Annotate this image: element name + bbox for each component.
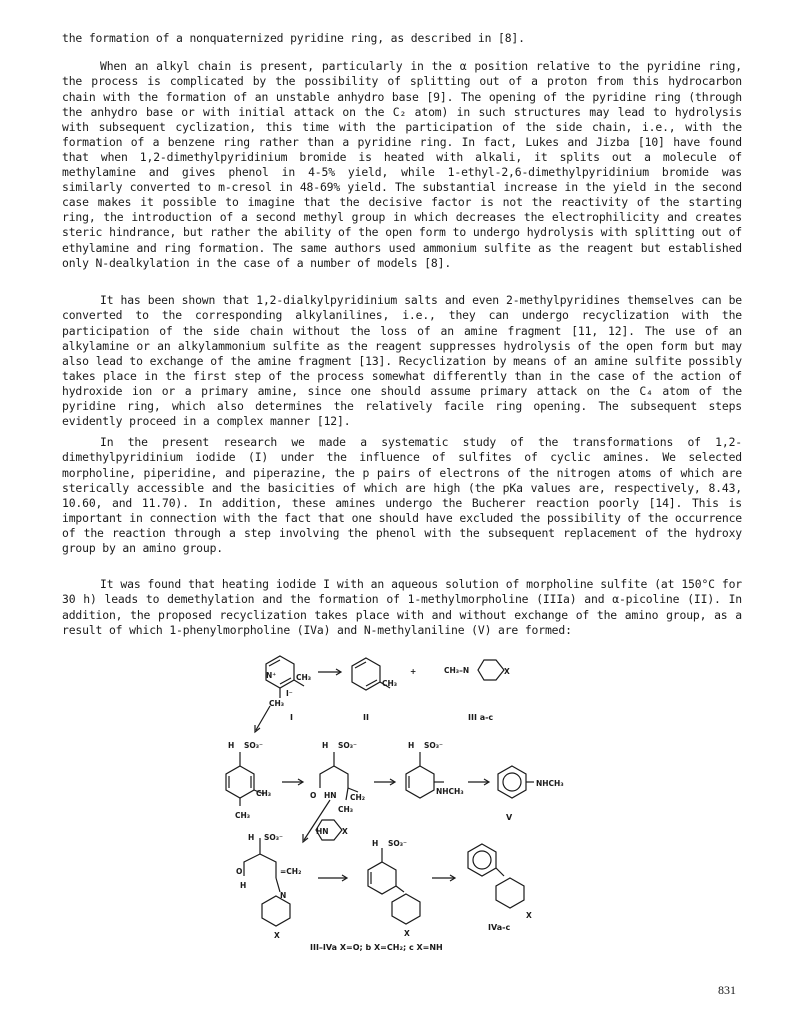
- paragraph-morpholine-sulfite: It was found that heating iodide I with an aqueous solution of morpholine sulfite (at 150°C for 30 h) leads to demethylation and the formation of 1-methylmorpholine (IIIa) and α-picoline (II). In addition, the proposed recyclization takes place with and without exchange of the amino group, as a result of which 1-phenylmorpholine (IVa) and N-methylaniline (V) are formed:: [62, 577, 742, 637]
- int4-ch2-label: =CH₂: [280, 867, 302, 876]
- compound-label-v: V: [506, 813, 513, 822]
- compound-ii-ch3-label: CH₃: [382, 679, 398, 688]
- page-number: 831: [718, 983, 736, 997]
- paragraph-continuation: the formation of a nonquaternized pyridine ring, as described in [8].: [62, 31, 525, 46]
- int5-h-label: H: [372, 839, 379, 848]
- compound-iii-structure: [478, 660, 504, 680]
- int2-o-label: O: [310, 791, 317, 800]
- int4-o-label: O: [236, 867, 243, 876]
- compound-iv-structure: [468, 844, 524, 908]
- int2-h-label: H: [322, 741, 329, 750]
- paragraph-anhydro-base: When an alkyl chain is present, particularly in the α position relative to the pyridine ring, the process is complicated by the possibility of splitting out of a proton from this hydrocarbon chain with the formation of an unstable anhydro base [9]. The opening of the pyridine ring (through the anhydro base or with initial attack on the C₂ atom) in such structures may lead to hydrolysis with subsequent cyclization, this time with the participation of the side chain, i.e., with the formation of a benzene ring rather than a pyridine ring. In fact, Lukes and Jizba [10] have found that when 1,2-dimethylpyridinium bromide is heated with alkali, it splits out a molecule of methylamine and gives phenol in 4-5% yield, while 1-ethyl-2,6-dimethylpyridinium bromide was similarly converted to m-cresol in 48-69% yield. The substantial increase in the yield in the second case makes it possible to imagine that the decisive factor is not the reactivity of the starting ring, the introduction of a second methyl group in which decreases the electrophilicity and creates steric hindrance, but rather the ability of the open form to undergo hydrolysis with splitting out of ethylamine and ring formation. The same authors used ammonium sulfite as the reagent but established only N-dealkylation in the case of a number of models [8].: [62, 59, 742, 270]
- int2-so3-label: SO₃⁻: [338, 741, 358, 750]
- intermediate-5-structure: [368, 848, 420, 924]
- int1-so3-label: SO₃⁻: [244, 741, 264, 750]
- intermediate-4-structure: [244, 838, 290, 926]
- int1-nch3-label: CH₃: [235, 811, 251, 820]
- amine-reagent-x-label: X: [342, 827, 348, 836]
- plus-sign: +: [410, 667, 417, 676]
- iodide-label: I⁻: [286, 689, 293, 698]
- int4-so3-label: SO₃⁻: [264, 833, 284, 842]
- compound-label-i: I: [290, 713, 293, 722]
- int3-h-label: H: [408, 741, 415, 750]
- int4-h2-label: H: [240, 881, 247, 890]
- compound-i-n-ch3-label: CH₃: [269, 699, 285, 708]
- compound-iv-x-label: X: [526, 911, 532, 920]
- compound-label-ii: II: [363, 713, 369, 722]
- int4-n-label: N: [280, 891, 287, 900]
- int5-x-label: X: [404, 929, 410, 938]
- compound-iii-x-label: X: [504, 667, 510, 676]
- compound-v-structure: [498, 766, 534, 798]
- scheme-footnote: III–IVa X=O; b X=CH₂; c X=NH: [310, 943, 443, 952]
- int2-hn-label: HN: [324, 791, 337, 800]
- compound-label-iii: III a-c: [468, 713, 494, 722]
- compound-i-nplus-label: N⁺: [266, 671, 277, 680]
- arrow-2: [256, 706, 270, 730]
- paragraph-present-research: In the present research we made a systematic study of the transformations of 1,2-dimethylpyridinium iodide (I) under the influence of sulfites of cyclic amines. We selected morpholine, piperidine, and piperazine, the p pairs of electrons of the nitrogen atoms of which are sterically accessible and the basicities of which are high (the pKa values are, respectively, 8.43, 10.60, and 11.70). In addition, these amines undergo the Bucherer reaction poorly [14]. This is important in connection with the fact that one should have excluded the possibility of the occurrence of the reaction through a step involving the phenol with the subsequent replacement of the hydroxy group by an amino group.: [62, 435, 742, 556]
- compound-iii-ch3n-label: CH₃–N: [444, 666, 470, 675]
- paragraph-alkylanilines: It has been shown that 1,2-dialkylpyridinium salts and even 2-methylpyridines themselves can be converted to the corresponding alkylanilines, i.e., they can undergo recyclization with the participation of the side chain without the loss of an amine fragment [11, 12]. The use of an alkylamine or an alkylammonium sulfite as the reagent suppresses hydrolysis of the open form but may also lead to exchange of the amine fragment [13]. Recyclization by means of an amine sulfite possibly takes place in the first step of the process somewhat differently than in the case of the action of hydroxide ion or a primary amine, since one should assume primary attack on the C₄ atom of the pyridine ring, which also determines the relatively facile ring opening. The subsequent steps evidently proceed in a complex manner [12].: [62, 293, 742, 429]
- int3-nhch3-label: NHCH₃: [436, 787, 464, 796]
- int4-h-label: H: [248, 833, 255, 842]
- int1-h-label: H: [228, 741, 235, 750]
- int4-x-label: X: [274, 931, 280, 940]
- int5-so3-label: SO₃⁻: [388, 839, 408, 848]
- int1-ch3-label: CH₃: [256, 789, 272, 798]
- compound-label-iv: IVa-c: [488, 923, 511, 932]
- compound-i-ch3-label: CH₃: [296, 673, 312, 682]
- int3-so3-label: SO₃⁻: [424, 741, 444, 750]
- compound-v-nhch3-label: NHCH₃: [536, 779, 564, 788]
- int2-ch3-label: CH₃: [338, 805, 354, 814]
- int2-ch2-label: CH₂: [350, 793, 366, 802]
- reaction-scheme: [200, 648, 580, 968]
- amine-reagent-hn-label: HN: [316, 827, 329, 836]
